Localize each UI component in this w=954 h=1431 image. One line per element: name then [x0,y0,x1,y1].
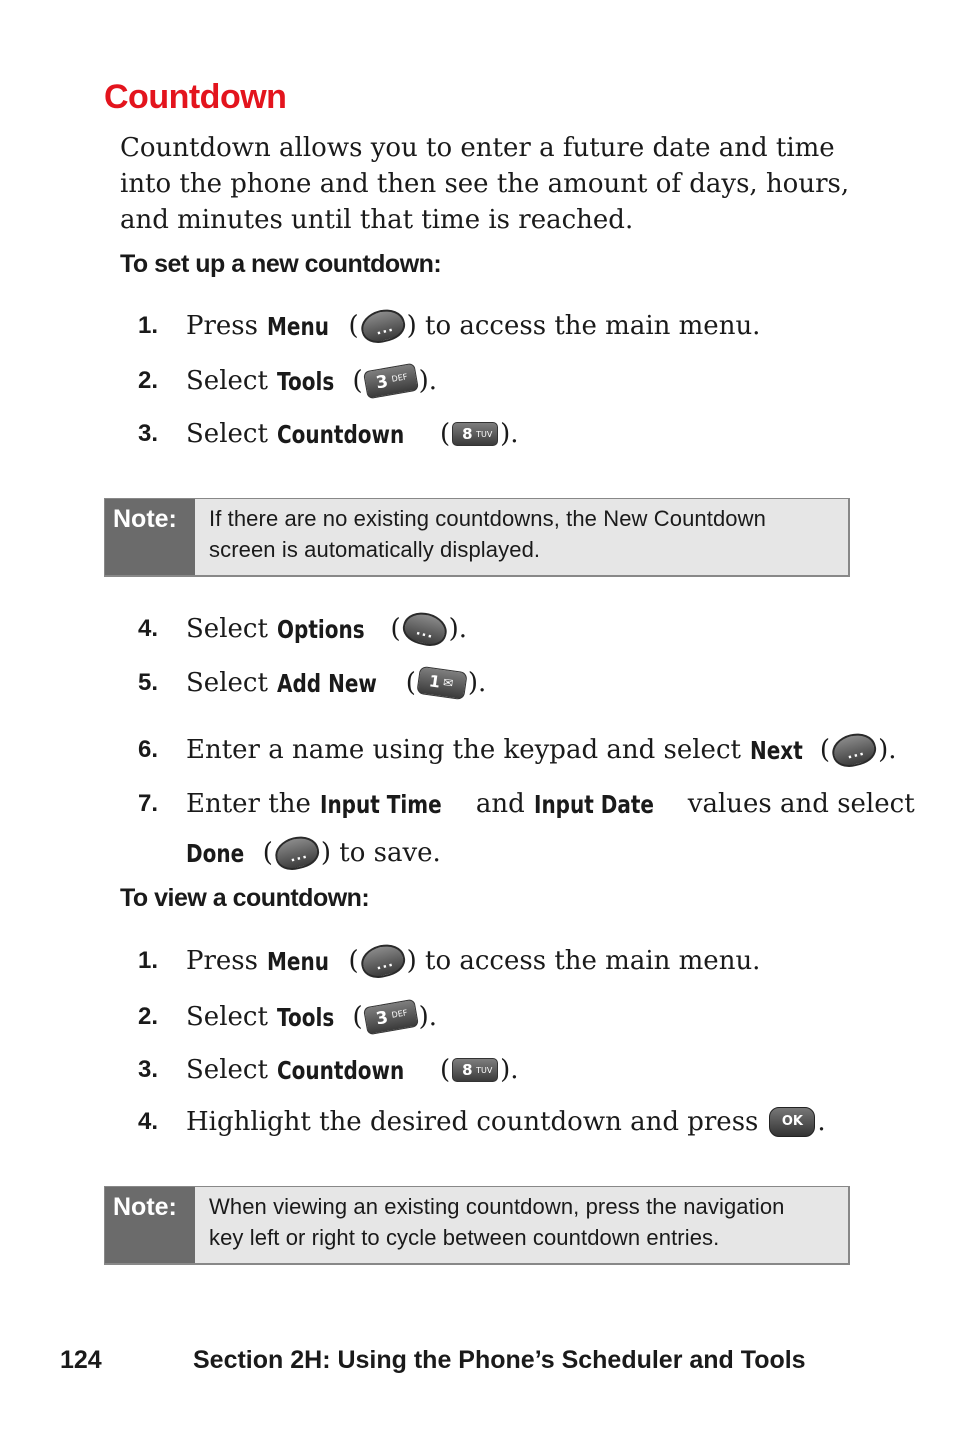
ok-key-icon: OK [769,1107,815,1137]
step-text-end: values and select [687,789,915,819]
note-line: key left or right to cycle between countdown entries. [209,1225,720,1250]
step-text: Select [186,614,268,644]
add-new-keyword: Add New [276,668,377,698]
step-number: 1. [138,947,159,974]
setup-step-3 [138,414,519,454]
step-text: Enter a name using the keypad and select [186,735,741,765]
section-title: Section 2H: Using the Phone’s Scheduler and Tools [193,1346,806,1374]
note-box [104,1186,850,1265]
key-3-icon: 3 DEF [363,999,419,1036]
step-text-end: ). [448,614,468,644]
countdown-keyword: Countdown [276,1055,405,1085]
step-text-end: . [817,1107,826,1137]
setup-step-2 [138,361,437,401]
menu-keyword: Menu [267,946,329,976]
note-line: If there are no existing countdowns, the New Countdown [209,506,766,531]
view-step-3 [138,1050,519,1090]
step-text-and: and [475,789,525,819]
paren-open: ( [348,946,359,976]
paren-open: ( [439,419,451,449]
setup-step-7-continued [186,833,441,873]
step-text: Select [186,419,268,449]
step-text: Highlight the desired countdown and press [186,1107,759,1137]
page-title: Countdown [104,78,287,116]
view-heading: To view a countdown: [120,884,370,912]
options-softkey-icon: ... [399,608,449,650]
step-number: 2. [138,1003,159,1030]
view-step-2 [138,997,437,1037]
step-text-end: ) to access the main menu. [406,946,761,976]
intro-paragraph: Countdown allows you to enter a future date and time into the phone and then see the amount of days, hours, and minutes until that time is reached. [120,133,850,235]
setup-step-4 [138,609,467,649]
note-box [104,498,850,577]
note-label: Note: [105,499,195,575]
paren-open: ( [405,668,416,698]
menu-softkey-icon: ... [357,940,407,982]
setup-step-5 [138,663,486,703]
paren-open: ( [819,735,831,765]
key-8-icon: 8 TUV [452,422,498,446]
next-softkey-icon: ... [829,729,879,771]
step-text: Press [186,311,258,341]
view-step-1 [138,941,760,981]
step-number: 4. [138,615,159,642]
page-number: 124 [60,1346,102,1374]
step-text-end: ). [500,419,519,449]
step-text: Select [186,668,268,698]
paren-open: ( [352,366,363,396]
key-8-icon: 8 TUV [452,1058,498,1082]
step-text-end: ). [500,1055,519,1085]
setup-step-6 [138,730,897,770]
paren-open: ( [352,1002,363,1032]
paren-open: ( [439,1055,451,1085]
note-label: Note: [105,1187,195,1263]
note-text [195,499,848,575]
note-line: screen is automatically displayed. [209,537,541,562]
options-keyword: Options [276,614,365,644]
step-number: 7. [138,790,159,817]
step-number: 5. [138,669,159,696]
step-text: Press [186,946,258,976]
step-text-end: ). [418,1002,438,1032]
tools-keyword: Tools [276,366,335,396]
step-text: Select [186,1002,268,1032]
menu-keyword: Menu [267,311,329,341]
step-text-end: ). [878,735,897,765]
step-number: 4. [138,1108,159,1135]
setup-step-1 [138,306,760,346]
done-keyword: Done [186,838,245,868]
step-text: Select [186,366,268,396]
step-text-end: ) to access the main menu. [406,311,761,341]
step-text-end: ). [467,668,487,698]
step-text: Enter the [186,789,311,819]
paren-open: ( [348,311,359,341]
step-text-end: ). [418,366,438,396]
note-text [195,1187,848,1263]
step-number: 3. [138,1056,159,1083]
setup-heading: To set up a new countdown: [120,250,442,278]
done-softkey-icon: ... [272,832,322,874]
step-number: 2. [138,367,159,394]
paren-open: ( [262,838,273,868]
step-number: 1. [138,312,159,339]
countdown-keyword: Countdown [276,419,405,449]
key-3-icon: 3 DEF [363,363,419,400]
paren-open: ( [390,614,401,644]
note-line: When viewing an existing countdown, press the navigation [209,1194,785,1219]
view-step-4 [138,1102,826,1142]
tools-keyword: Tools [276,1002,335,1032]
step-number: 3. [138,420,159,447]
setup-step-7 [138,784,915,824]
step-text: Select [186,1055,268,1085]
step-text-end: ) to save. [320,838,441,868]
key-1-icon: 1 ✉ [416,666,467,700]
input-date-keyword: Input Date [533,789,654,819]
step-number: 6. [138,736,159,763]
input-time-keyword: Input Time [319,789,442,819]
menu-softkey-icon: ... [357,305,407,347]
next-keyword: Next [749,735,803,765]
